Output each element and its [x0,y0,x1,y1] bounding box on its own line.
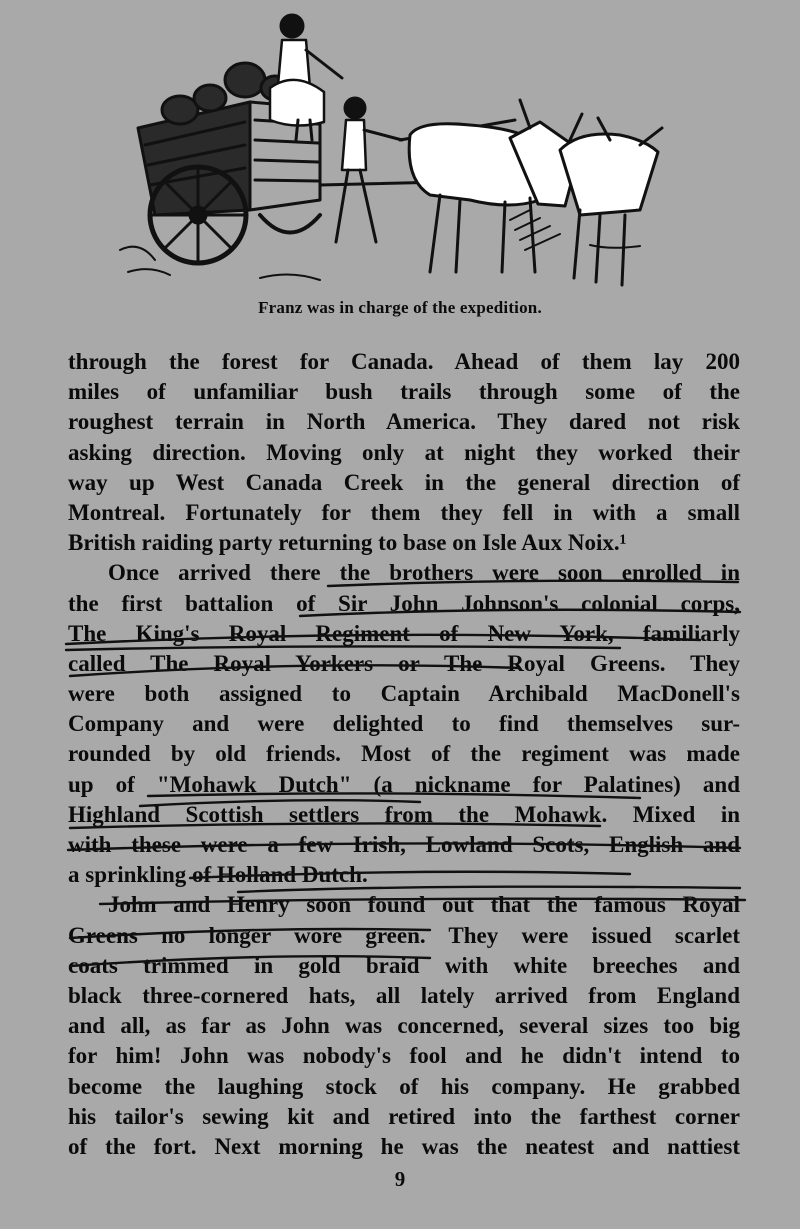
text-line: called The Royal Yorkers or The Royal Greens. They [68,650,740,676]
text-line: roughest terrain in North America. They dared not risk [68,409,740,435]
text-line: for him! John was nobody's fool and he didn't intend to [68,1043,740,1069]
text-line: Greens no longer wore green. They were issued scarlet [68,922,740,948]
text-line: of the fort. Next morning he was the neatest and nattiest [68,1133,740,1159]
text-line: The King's Royal Regiment of New York, familiarly [68,620,740,646]
text-line: Highland Scottish settlers from the Mohawk. Mixed in [68,801,740,827]
text-line: his tailor's sewing kit and retired into the farthest corner [68,1103,740,1129]
text-line: asking direction. Moving only at night they worked their [68,439,740,465]
text-line: a sprinkling of Holland Dutch. [68,862,368,888]
body-text [68,347,740,1162]
text-line: Montreal. Fortunately for them they fell in with a small [68,499,740,525]
text-line: miles of unfamiliar bush trails through some of the [68,379,740,405]
text-line: and all, as far as John was concerned, several sizes too big [68,1013,740,1039]
text-line: rounded by old friends. Most of the regiment was made [68,741,740,767]
text-line: way up West Canada Creek in the general direction of [68,469,740,495]
illustration-caption: Franz was in charge of the expedition. [258,298,542,317]
text-line: become the laughing stock of his company. He grabbed [68,1073,740,1099]
text-line: coats trimmed in gold braid with white breeches and [68,952,740,978]
text-line: black three-cornered hats, all lately arrived from England [68,982,740,1008]
text-line: with these were a few Irish, Lowland Scots, English and [68,832,740,857]
text-line: Once arrived there the brothers were soon enrolled in [108,560,740,586]
text-line: John and Henry soon found out that the famous Royal [108,892,740,918]
text-line: British raiding party returning to base on Isle Aux Noix.¹ [68,530,627,556]
ox-cart-illustration [110,10,670,295]
text-line: were both assigned to Captain Archibald MacDonell's [68,681,740,707]
text-line: through the forest for Canada. Ahead of them lay 200 [68,349,740,374]
page-number: 9 [394,1167,406,1191]
text-line: Company and were delighted to find themselves sur- [68,711,740,737]
text-line: the first battalion of Sir John Johnson's colonial corps, [68,590,740,616]
text-line: up of "Mohawk Dutch" (a nickname for Palatines) and [68,771,740,797]
